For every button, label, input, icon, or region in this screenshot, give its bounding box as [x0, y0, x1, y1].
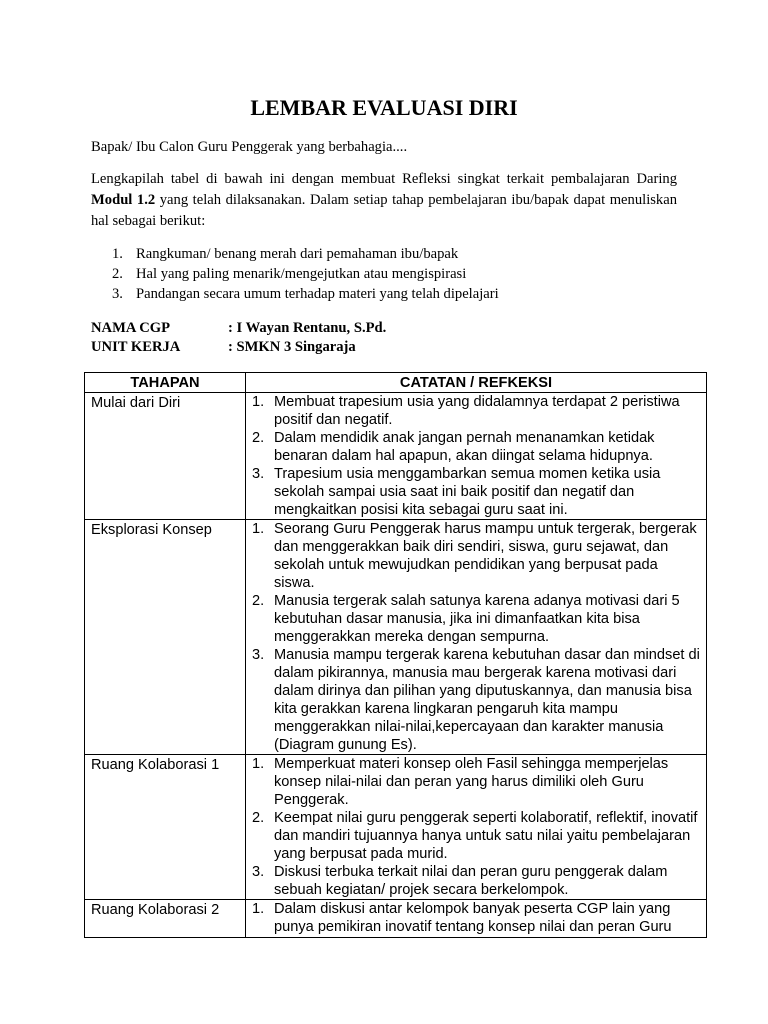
unit-label: UNIT KERJA: [91, 339, 181, 355]
stage-cell: Ruang Kolaborasi 1: [85, 755, 246, 900]
note-number: 1.: [252, 901, 265, 917]
table-header-row: [85, 373, 707, 393]
note-item: [252, 809, 700, 863]
table-row: [85, 755, 707, 900]
stage-cell: Mulai dari Diri: [85, 393, 246, 520]
list-item: [91, 244, 677, 264]
note-item: [252, 755, 700, 809]
note-number: 1.: [252, 521, 265, 537]
note-number: 3.: [252, 864, 265, 880]
note-text: Diskusi terbuka terkait nilai dan peran guru penggerak dalam sebuah kegiatan/ projek secara berkelompok.: [274, 864, 668, 898]
list-item: [91, 264, 677, 284]
notes-cell: [246, 520, 707, 755]
work-unit-line: [91, 338, 356, 357]
table-row: [85, 520, 707, 755]
list-text: Rangkuman/ benang merah dari pemahaman ibu/bapak: [136, 246, 459, 262]
notes-list: [252, 520, 700, 754]
module-name: Modul 1.2: [91, 192, 156, 208]
note-text: Memperkuat materi konsep oleh Fasil sehingga memperjelas konsep nilai-nilai dan peran yang harus dimiliki oleh Guru Penggerak.: [274, 756, 669, 808]
note-item: [252, 592, 700, 646]
notes-cell: [246, 393, 707, 520]
list-number: 1.: [112, 246, 123, 262]
list-text: Pandangan secara umum terhadap materi yang telah dipelajari: [136, 286, 499, 302]
table-row: [85, 900, 707, 938]
note-text: Trapesium usia menggambarkan semua momen ketika usia sekolah sampai usia saat ini baik positif dan negatif dan mengkaitkan posisi kita sebagai guru saat ini.: [274, 466, 661, 518]
table-row: [85, 393, 707, 520]
instruction-text-after: yang telah dilaksanakan. Dalam setiap tahap pembelajaran ibu/bapak dapat menuliskan hal sebagai berikut:: [91, 192, 677, 229]
stage-cell: Ruang Kolaborasi 2: [85, 900, 246, 938]
greeting-text: Bapak/ Ibu Calon Guru Penggerak yang berbahagia....: [91, 139, 408, 155]
note-text: Dalam diskusi antar kelompok banyak peserta CGP lain yang punya pemikiran inovatif tentang konsep nilai dan peran Guru: [274, 901, 672, 935]
note-item: [252, 863, 700, 899]
notes-cell: [246, 755, 707, 900]
note-item: [252, 429, 700, 465]
note-number: 1.: [252, 394, 265, 410]
note-text: Dalam mendidik anak jangan pernah menanamkan ketidak benaran dalam hal apapun, akan diingat selama hidupnya.: [274, 430, 655, 464]
column-header-stage: TAHAPAN: [85, 373, 246, 393]
column-header-notes: CATATAN / REFKEKSI: [246, 373, 707, 393]
page-title: LEMBAR EVALUASI DIRI: [250, 95, 518, 120]
note-number: 2.: [252, 430, 265, 446]
note-text: Seorang Guru Penggerak harus mampu untuk tergerak, bergerak dan menggerakkan baik diri sendiri, siswa, guru sejawat, dan sekolah untuk mewujudkan pendidikan yang berpusat pada siswa.: [274, 521, 697, 591]
name-label: NAMA CGP: [91, 320, 171, 336]
note-item: [252, 646, 700, 754]
instruction-text-before: Lengkapilah tabel di bawah ini dengan membuat Refleksi singkat terkait pembalajaran Daring: [91, 171, 677, 187]
reflection-points-list: [91, 244, 677, 304]
list-number: 2.: [112, 266, 123, 282]
participant-name-line: [91, 319, 386, 338]
notes-list: [252, 393, 700, 519]
unit-value: : SMKN 3 Singaraja: [228, 339, 356, 355]
list-number: 3.: [112, 286, 123, 302]
note-item: [252, 900, 700, 936]
list-text: Hal yang paling menarik/mengejutkan atau mengispirasi: [136, 266, 467, 282]
notes-cell: [246, 900, 707, 938]
list-item: [91, 284, 677, 304]
note-number: 3.: [252, 647, 265, 663]
note-text: Membuat trapesium usia yang didalamnya terdapat 2 peristiwa positif dan negatif.: [274, 394, 680, 428]
note-item: [252, 393, 700, 429]
note-text: Manusia mampu tergerak karena kebutuhan dasar dan mindset di dalam pikirannya, manusia mau bergerak karena motivasi dari dalam dirinya dan pilihan yang diputuskannya, dan manusia bisa kita gerakkan karena lingkaran pengaruh kita mampu menggerakkan nilai-nilai,kepercayaan dan karakter manusia (Diagram gunung Es).: [274, 647, 700, 753]
notes-list: [252, 900, 700, 936]
reflection-table: [84, 372, 707, 938]
instruction-paragraph: [91, 169, 677, 232]
notes-list: [252, 755, 700, 899]
note-number: 3.: [252, 466, 265, 482]
note-number: 2.: [252, 810, 265, 826]
name-value: : I Wayan Rentanu, S.Pd.: [228, 320, 387, 336]
note-text: Manusia tergerak salah satunya karena adanya motivasi dari 5 kebutuhan dasar manusia, jika ini dimanfaatkan kita bisa menggerakkan mereka dengan sempurna.: [274, 593, 680, 645]
note-text: Keempat nilai guru penggerak seperti kolaboratif, reflektif, inovatif dan mandiri tujuannya hanya untuk satu nilai yaitu pembelajaran yang berpusat pada murid.: [274, 810, 698, 862]
note-item: [252, 465, 700, 519]
note-item: [252, 520, 700, 592]
note-number: 1.: [252, 756, 265, 772]
note-number: 2.: [252, 593, 265, 609]
stage-cell: Eksplorasi Konsep: [85, 520, 246, 755]
